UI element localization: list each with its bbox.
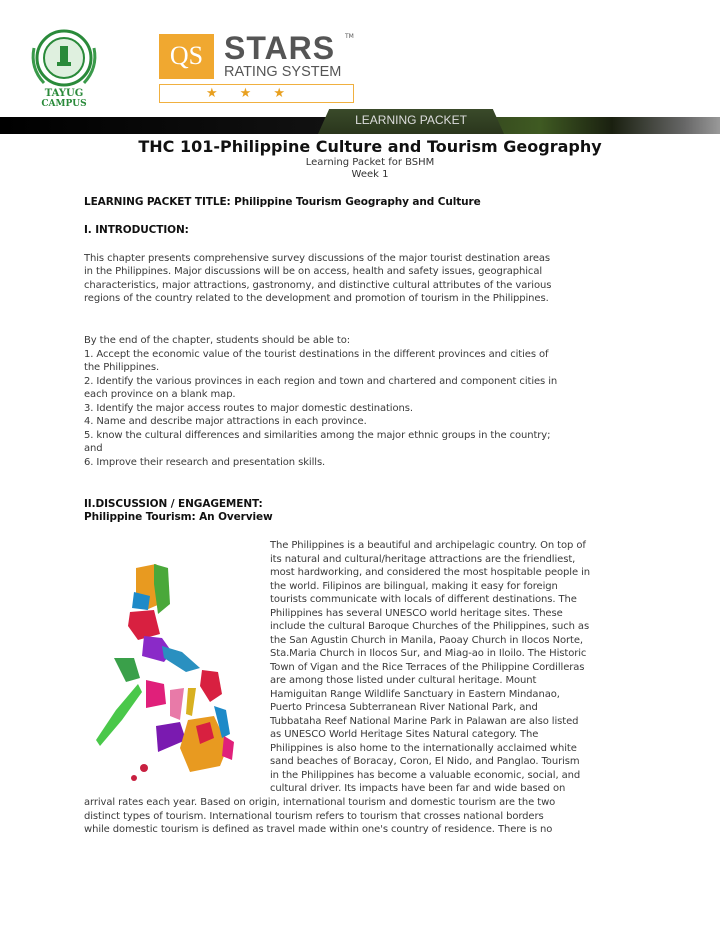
text-line: its natural and cultural/heritage attractions are the friendliest, [270,553,576,565]
text-line: cultural driver. Its impacts have been far and wide based on [270,783,566,794]
banner-label: LEARNING PACKET [355,113,467,127]
text-line: 4. Name and describe major attractions in each province. [84,416,367,427]
text-line: in the Philippines. Major discussions will be on access, health and safety issues, geographical [84,266,543,278]
text-line: By the end of the chapter, students should be able to: [84,335,351,346]
text-line: sand beaches of Boracay, Coron, El Nido, and Panglao. Tourism [270,756,580,767]
text-line: 3. Identify the major access routes to major domestic destinations. [84,402,413,414]
text-line: while domestic tourism is defined as travel made within one's country of residence. There is no [84,824,553,835]
svg-text:CAMPUS: CAMPUS [41,99,87,108]
text-line: tourists communicate with locals of different destinations. The [270,594,577,605]
text-line: are among those listed under cultural heritage. Mount [270,675,537,686]
campus-logo [24,28,104,108]
text-line: 1. Accept the economic value of the tourist destinations in the different provinces and cities of [84,348,549,360]
text-line: and [84,443,103,454]
text-line: the Philippines. [84,362,160,373]
rating-system-label: RATING SYSTEM [224,64,342,80]
text-line: 5. know the cultural differences and similarities among the major ethnic groups in the country; [84,429,551,441]
packet-title: LEARNING PACKET TITLE: Philippine Tourism Geography and Culture [84,196,481,208]
text-line: Puerto Princesa Subterranean River National Park, and [270,702,538,713]
text-line: 2. Identify the various provinces in each region and town and chartered and component cities in [84,375,558,387]
text-line: regions of the country related to the development and promotion of tourism in the Philippines. [84,293,549,305]
week-label: Week 1 [351,169,389,180]
subtitle: Learning Packet for BSHM [305,157,435,168]
text-line: Hamiguitan Range Wildlife Sanctuary in Eastern Mindanao, [270,688,560,700]
text-line: arrival rates each year. Based on origin, international tourism and domestic tourism are the two [84,797,556,808]
text-line: Philippines is also home to the internationally acclaimed white [270,742,577,754]
text-line: Philippines has several UNESCO world heritage sites. These [270,607,563,619]
text-line: the San Agustin Church in Manila, Paoay Church in Ilocos Norte, [270,634,583,646]
text-line: 6. Improve their research and presentation skills. [84,456,326,468]
intro-heading: I. INTRODUCTION: [84,224,189,236]
text-line: as UNESCO World Heritage Sites Natural category. The [270,729,539,740]
text-line: distinct types of tourism. International tourism refers to tourism that crosses national borders [84,810,544,822]
svg-text:TAYUG: TAYUG [44,88,84,99]
text-line: most hardworking, and considered the most hospitable people in [270,567,590,578]
discussion-subheading: Philippine Tourism: An Overview [84,511,273,523]
text-line: the world. Filipinos are bilingual, making it easy for foreign [270,580,558,592]
philippines-map-image [84,530,254,792]
text-line: include the cultural Baroque Churches of the Philippines, such as [270,621,590,632]
text-line: Tubbataha Reef National Marine Park in Palawan are also listed [270,715,579,727]
text-line: Town of Vigan and the Rice Terraces of the Philippine Cordilleras [270,661,585,673]
text-line: This chapter presents comprehensive survey discussions of the major tourist destination areas [84,253,551,264]
text-line: characteristics, major attractions, gastronomy, and distinctive cultural attributes of the various [84,279,552,291]
text-line: The Philippines is a beautiful and archipelagic country. On top of [270,540,586,551]
qs-logo: QS [159,34,214,79]
text-line: Sta.Maria Church in Ilocos Sur, and Miag-ao in Iloilo. The Historic [270,648,587,659]
text-line: in the Philippines has become a valuable economic, social, and [270,769,581,781]
course-title: THC 101-Philippine Culture and Tourism Geography [138,137,602,156]
trademark: TM [345,33,354,40]
stars-title: STARS [224,30,336,66]
text-line: each province on a blank map. [84,389,236,400]
star-rating: ★★★ [159,84,354,103]
discussion-heading: II.DISCUSSION / ENGAGEMENT: [84,498,263,510]
